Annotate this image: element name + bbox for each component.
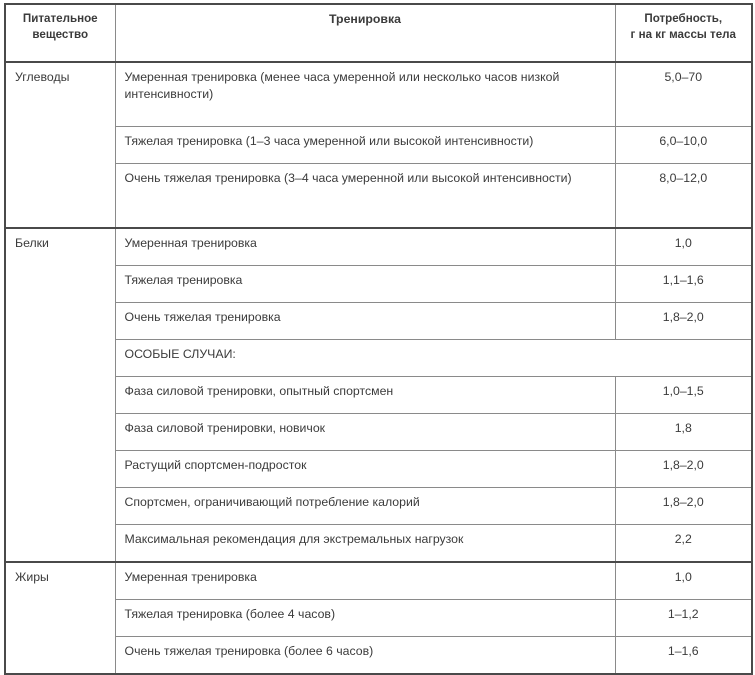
- training-description: Очень тяжелая тренировка: [115, 303, 615, 340]
- table-row: [5, 377, 752, 414]
- column-header-nutrient: [5, 4, 115, 62]
- table-row: [5, 228, 752, 266]
- training-description: Тяжелая тренировка (более 4 часов): [115, 600, 615, 637]
- table-row: [5, 303, 752, 340]
- requirement-value: 1,8–2,0: [615, 488, 752, 525]
- column-header-nutrient-line2: вещество: [32, 28, 89, 42]
- column-header-training: Тренировка: [115, 4, 615, 62]
- requirement-value: 2,2: [615, 525, 752, 563]
- training-description: Спортсмен, ограничивающий потребление калорий: [115, 488, 615, 525]
- table-row: [5, 414, 752, 451]
- training-description: Растущий спортсмен-подросток: [115, 451, 615, 488]
- requirement-value: 1,8: [615, 414, 752, 451]
- column-header-requirement-line2: г на кг массы тела: [630, 28, 736, 42]
- requirement-value: 8,0–12,0: [615, 164, 752, 229]
- requirement-value: 1,8–2,0: [615, 303, 752, 340]
- table-row: [5, 127, 752, 164]
- table-row: [5, 525, 752, 563]
- training-description: Очень тяжелая тренировка (более 6 часов): [115, 637, 615, 675]
- training-description: Умеренная тренировка: [115, 228, 615, 266]
- group-label-proteins: Белки: [5, 228, 115, 562]
- table-body: [5, 62, 752, 674]
- requirement-value: 1,8–2,0: [615, 451, 752, 488]
- table-row: [5, 637, 752, 675]
- column-header-requirement-line1: Потребность,: [644, 12, 723, 25]
- requirement-value: 1,1–1,6: [615, 266, 752, 303]
- table-header-row: [5, 4, 752, 62]
- training-description: Максимальная рекомендация для экстремальных нагрузок: [115, 525, 615, 563]
- nutrient-requirements-table: [4, 3, 753, 675]
- column-header-requirement: [615, 4, 752, 62]
- requirement-value: 1,0: [615, 228, 752, 266]
- column-header-nutrient-line1: Питательное: [22, 12, 98, 25]
- training-description: Фаза силовой тренировки, опытный спортсмен: [115, 377, 615, 414]
- table-row: [5, 62, 752, 127]
- table-row: [5, 266, 752, 303]
- training-description: Очень тяжелая тренировка (3–4 часа умеренной или высокой интенсивности): [115, 164, 615, 229]
- requirement-value: 1–1,2: [615, 600, 752, 637]
- requirement-value: 1–1,6: [615, 637, 752, 675]
- group-label-fats: Жиры: [5, 562, 115, 674]
- table-row: [5, 562, 752, 600]
- table-row: [5, 600, 752, 637]
- training-description: Фаза силовой тренировки, новичок: [115, 414, 615, 451]
- requirement-value: 1,0: [615, 562, 752, 600]
- table-row: [5, 488, 752, 525]
- table-row: [5, 164, 752, 229]
- training-description: Тяжелая тренировка (1–3 часа умеренной или высокой интенсивности): [115, 127, 615, 164]
- requirement-value: 6,0–10,0: [615, 127, 752, 164]
- training-description: Тяжелая тренировка: [115, 266, 615, 303]
- training-description: Умеренная тренировка: [115, 562, 615, 600]
- table-row-special-cases-header: [5, 340, 752, 377]
- training-description: Умеренная тренировка (менее часа умеренной или несколько часов низкой интенсивности): [115, 62, 615, 127]
- special-cases-label: ОСОБЫЕ СЛУЧАИ:: [115, 340, 752, 377]
- requirement-value: 5,0–70: [615, 62, 752, 127]
- group-label-carbohydrates: Углеводы: [5, 62, 115, 228]
- requirement-value: 1,0–1,5: [615, 377, 752, 414]
- table-header: [5, 4, 752, 62]
- table-row: [5, 451, 752, 488]
